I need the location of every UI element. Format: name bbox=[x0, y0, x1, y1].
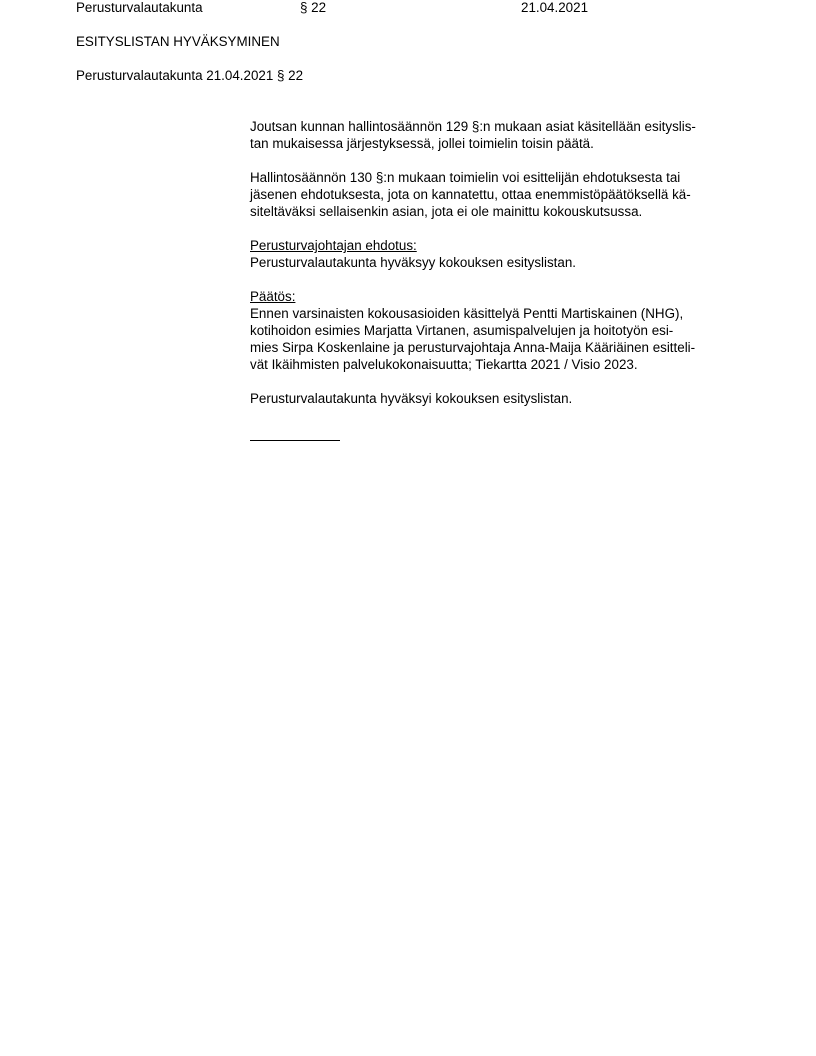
paragraph-rules-130 bbox=[250, 169, 750, 220]
text-line: mies Sirpa Koskenlaine ja perusturvajohtaja Anna-Maija Kääriäinen esitteli- bbox=[250, 340, 696, 355]
document-title: ESITYSLISTAN HYVÄKSYMINEN bbox=[76, 34, 280, 49]
text-line: Joutsan kunnan hallintosäännön 129 §:n mukaan asiat käsitellään esityslis- bbox=[250, 119, 696, 134]
text-line: Perusturvalautakunta hyväksyy kokouksen esityslistan. bbox=[250, 255, 576, 270]
text-line: kotihoidon esimies Marjatta Virtanen, asumispalvelujen ja hoitotyön esi- bbox=[250, 323, 674, 338]
header-committee: Perusturvalautakunta bbox=[76, 0, 203, 15]
text-line: jäsenen ehdotuksesta, jota on kannatettu, ottaa enemmistöpäätöksellä kä- bbox=[250, 187, 691, 202]
end-divider-line bbox=[250, 440, 340, 441]
text-line: Perusturvalautakunta hyväksyi kokouksen esityslistan. bbox=[250, 391, 573, 406]
text-line: Ennen varsinaisten kokousasioiden käsittelyä Pentti Martiskainen (NHG), bbox=[250, 306, 684, 321]
header-section-number: § 22 bbox=[300, 0, 327, 15]
paragraph-rules-129 bbox=[250, 118, 750, 152]
decision-heading: Päätös: bbox=[250, 289, 296, 304]
final-decision-paragraph bbox=[250, 390, 750, 407]
proposal-heading: Perusturvajohtajan ehdotus: bbox=[250, 238, 417, 253]
text-line: vät Ikäihmisten palvelukokonaisuutta; Tiekartta 2021 / Visio 2023. bbox=[250, 357, 638, 372]
header-date: 21.04.2021 bbox=[521, 0, 589, 15]
meeting-reference: Perusturvalautakunta 21.04.2021 § 22 bbox=[76, 68, 304, 83]
text-line: tan mukaisessa järjestyksessä, jollei toimielin toisin päätä. bbox=[250, 136, 594, 151]
text-line: Hallintosäännön 130 §:n mukaan toimielin voi esittelijän ehdotuksesta tai bbox=[250, 170, 681, 185]
proposal-section bbox=[250, 237, 750, 271]
decision-section bbox=[250, 288, 750, 373]
text-line: siteltäväksi sellaisenkin asian, jota ei ole mainittu kokouskutsussa. bbox=[250, 204, 643, 219]
